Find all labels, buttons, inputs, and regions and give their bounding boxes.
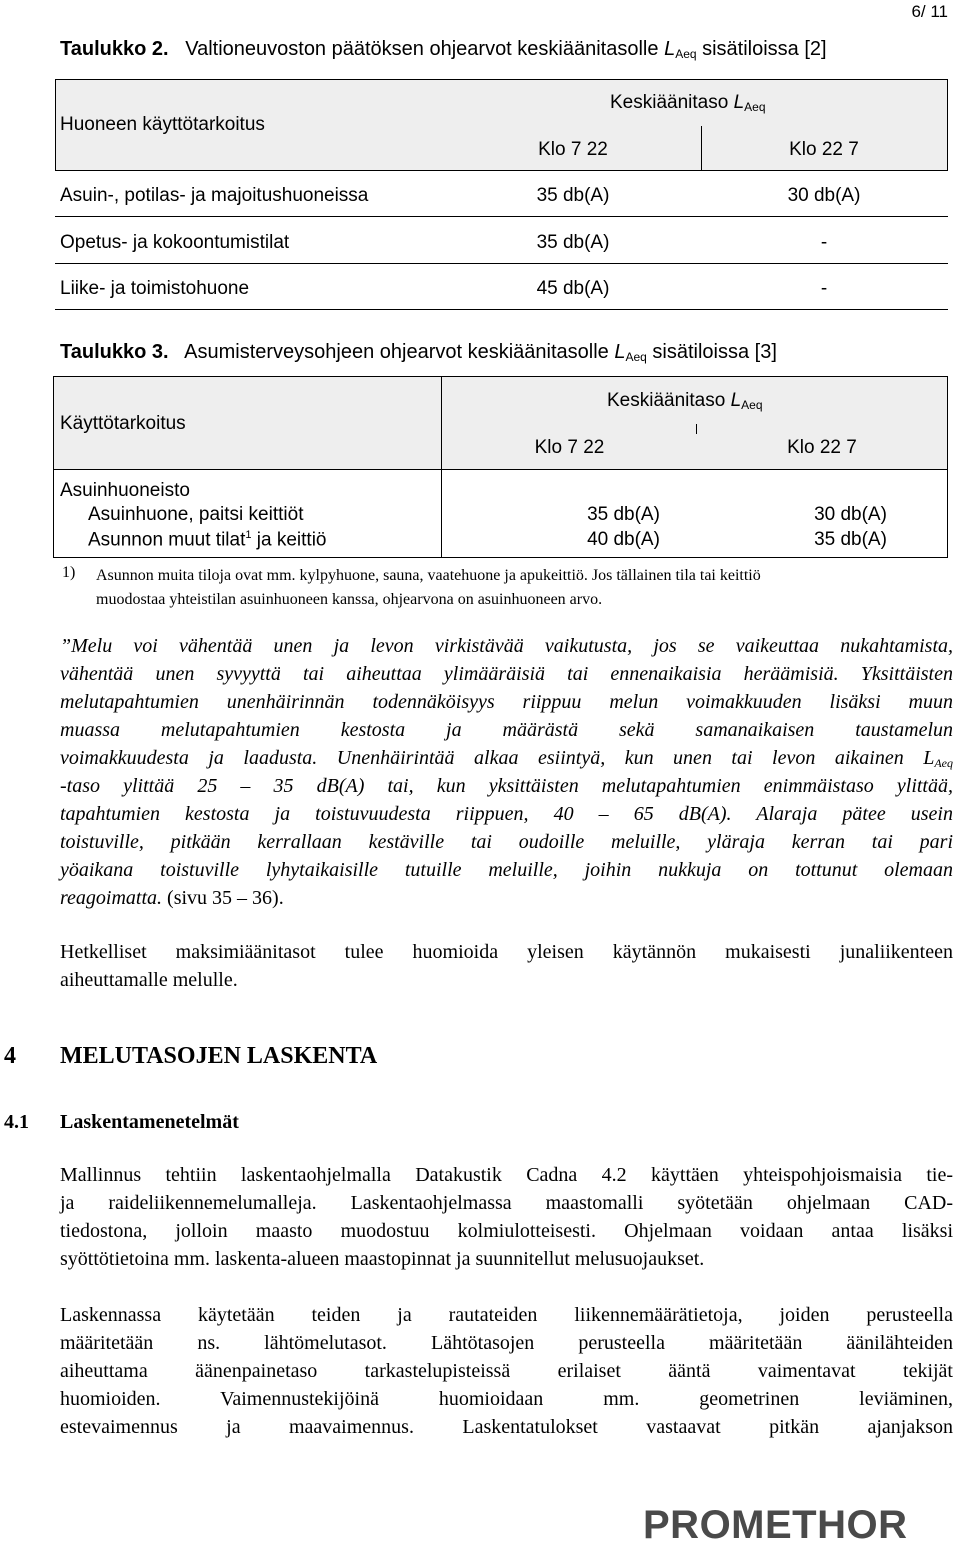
table3-row1-label: Asuinhuone, paitsi keittiöt bbox=[88, 504, 304, 525]
section41-title: Laskentamenetelmät bbox=[60, 1111, 239, 1133]
table3-caption-label: Taulukko 3. bbox=[60, 341, 169, 363]
quote-line: vähentää unen syvyyttä tai aiheuttaa ylimääräisiä tai ennenaikaisia heräämisiä. Yksittäisten bbox=[60, 663, 953, 685]
table3-subheader-day: Klo 7 22 bbox=[534, 437, 605, 458]
quote-symbol: L bbox=[923, 747, 935, 769]
table3 bbox=[53, 376, 948, 558]
paragraph-1 bbox=[60, 938, 953, 994]
quote-paragraph bbox=[60, 632, 953, 912]
quote-line-text: voimakkuudesta ja laadusta. Unenhäirintää alkaa esiintyä, kun unen tai levon aikainen bbox=[60, 747, 904, 769]
quote-line: melutapahtumien unenhäirinnän todennäköisyys riippuu melun voimakkuuden lisäksi muun bbox=[60, 691, 953, 713]
table3-footnote-marker: 1) bbox=[62, 564, 76, 581]
section41-number: 4.1 bbox=[4, 1111, 29, 1133]
table3-caption bbox=[60, 341, 777, 364]
table3-subheader-night: Klo 22 7 bbox=[787, 437, 857, 458]
quote-line bbox=[60, 884, 953, 912]
paragraph-line: Mallinnus tehtiin laskentaohjelmalla Datakustik Cadna 4.2 käyttäen yhteispohjoismaisia tie- bbox=[60, 1164, 953, 1186]
table2-row-divider bbox=[55, 309, 948, 310]
caption-symbol: L bbox=[664, 38, 676, 60]
logo-graphic bbox=[643, 1500, 955, 1544]
quote-line: ”Melu voi vähentää unen ja levon virkistävää vaikutusta, jos se vaikeuttaa nukahtamista, bbox=[60, 635, 953, 657]
table2-caption-tail: sisätiloissa [2] bbox=[702, 38, 827, 60]
paragraph-line: huomioiden. Vaimennustekijöinä huomioidaan mm. geometrinen leviäminen, bbox=[60, 1388, 953, 1410]
promethor-logo bbox=[643, 1500, 955, 1544]
table3-footnote bbox=[96, 564, 761, 612]
caption-symbol-sub: Aeq bbox=[625, 350, 647, 364]
table2-subheader-night: Klo 22 7 bbox=[789, 139, 859, 160]
group-header-text: Keskiäänitaso bbox=[607, 390, 726, 411]
paragraph-2 bbox=[60, 1161, 953, 1273]
quote-symbol-sub: Aeq bbox=[934, 756, 953, 770]
paragraph-line: aiheuttama äänenpainetaso tarkastelupisteissä erilaiset ääntä vaimentavat tekijät bbox=[60, 1360, 953, 1382]
table3-row1-day: 35 db(A) bbox=[587, 504, 660, 525]
table3-subheader-tick bbox=[696, 424, 697, 434]
table2-col1-header: Huoneen käyttötarkoitus bbox=[60, 114, 265, 135]
page-number: 6/ 11 bbox=[911, 2, 948, 21]
quote-line: muassa melutapahtumien kestosta ja määrästä sekä samanaikaisen taustamelun bbox=[60, 719, 953, 741]
table3-col1-header: Käyttötarkoitus bbox=[60, 413, 186, 434]
table2-subheader-day: Klo 7 22 bbox=[538, 139, 608, 160]
table3-row2-day: 40 db(A) bbox=[587, 529, 660, 550]
group-header-symbol: L bbox=[733, 92, 745, 113]
table2-caption-label: Taulukko 2. bbox=[60, 38, 169, 60]
group-header-text: Keskiäänitaso bbox=[610, 92, 729, 113]
paragraph-line: määritetään ns. lähtömelutasot. Lähtötasojen perusteella määritetään äänilähteiden bbox=[60, 1332, 953, 1354]
paragraph-line: tiedostona, jolloin maasto muodostuu kolmiulotteisesti. Ohjelmaan voidaan antaa lisäksi bbox=[60, 1220, 953, 1242]
paragraph-line: Hetkelliset maksimiäänitasot tulee huomioida yleisen käytännön mukaisesti junaliikenteen bbox=[60, 941, 953, 963]
quote-line: toistuville, pitkään kerrallaan kestäville tai oudoille meluille, yläraja kerran tai pari bbox=[60, 831, 953, 853]
footnote-line: Asunnon muita tiloja ovat mm. kylpyhuone, sauna, vaatehuone ja apukeittiö. Jos tällainen tila tai keittiö bbox=[96, 567, 761, 584]
paragraph-line: Laskennassa käytetään teiden ja rautateiden liikennemäärätietoja, joiden perusteella bbox=[60, 1304, 953, 1326]
table3-row2-label bbox=[88, 529, 326, 551]
table2-group-header bbox=[610, 92, 766, 114]
table2-row1-day: 35 db(A) bbox=[536, 185, 610, 206]
table2-row3-day: 45 db(A) bbox=[536, 278, 610, 299]
table2 bbox=[55, 79, 948, 310]
group-header-symbol: L bbox=[730, 390, 742, 411]
table2-row1-label: Asuin-, potilas- ja majoitushuoneissa bbox=[60, 185, 369, 206]
paragraph-line: ja raideliikennemelumalleja. Laskentaohjelmassa maastomalli syötetään ohjelmaan CAD- bbox=[60, 1192, 953, 1214]
table3-group-label: Asuinhuoneisto bbox=[60, 480, 190, 501]
group-header-sub: Aeq bbox=[744, 100, 766, 114]
paragraph-3 bbox=[60, 1301, 953, 1441]
table3-row2-night: 35 db(A) bbox=[814, 529, 887, 550]
footnote-line: muodostaa yhteistilan asuinhuoneen kanssa, ohjearvona on asuinhuoneen arvo. bbox=[96, 591, 603, 608]
table3-caption-text: Asumisterveysohjeen ohjearvot keskiäänitasolle bbox=[184, 341, 609, 363]
group-header-sub: Aeq bbox=[741, 398, 763, 412]
quote-line: -taso ylittää 25 – 35 dB(A) tai, kun yksittäisten melutapahtumien enimmäistaso ylittää, bbox=[60, 775, 953, 797]
footnote-ref: 1 bbox=[245, 529, 252, 541]
table2-row2-label: Opetus- ja kokoontumistilat bbox=[60, 232, 290, 253]
table2-row2-day: 35 db(A) bbox=[536, 232, 610, 253]
table2-row3-label: Liike- ja toimistohuone bbox=[60, 278, 250, 299]
row2-label-tail: ja keittiö bbox=[256, 529, 327, 551]
paragraph-line: estevaimennus ja maavaimennus. Laskentatulokset vastaavat pitkän ajanjakson bbox=[60, 1416, 953, 1438]
table3-row1-night: 30 db(A) bbox=[814, 504, 887, 525]
table3-group-header bbox=[607, 390, 763, 412]
table2-caption bbox=[60, 38, 827, 61]
svg-text:PROMETHOR: PROMETHOR bbox=[643, 1503, 908, 1544]
table2-row3-night: - bbox=[820, 278, 828, 299]
paragraph-line: syöttötietoina mm. laskenta-alueen maastopinnat ja suunnitellut melusuojaukset. bbox=[60, 1248, 705, 1270]
caption-symbol-sub: Aeq bbox=[675, 47, 697, 61]
paragraph-line: aiheuttamalle melulle. bbox=[60, 969, 238, 991]
table2-row1-night: 30 db(A) bbox=[787, 185, 861, 206]
table2-row-divider bbox=[55, 263, 948, 264]
section4-number: 4 bbox=[4, 1043, 16, 1069]
quote-line: tapahtumien kestosta ja toistuvuudesta riippuen, 40 – 65 dB(A). Alaraja pätee usein bbox=[60, 803, 953, 825]
quote-citation: (sivu 35 – 36). bbox=[167, 887, 284, 909]
quote-line-text: reagoimatta. bbox=[60, 887, 163, 909]
table2-row2-night: - bbox=[820, 232, 828, 253]
section4-title: MELUTASOJEN LASKENTA bbox=[60, 1043, 378, 1069]
quote-line: yöaikana toistuville lyhytaikaisille tutuille meluille, joihin nukkuja on tottunut olemaan bbox=[60, 859, 953, 881]
caption-symbol: L bbox=[614, 341, 626, 363]
table2-caption-text: Valtioneuvoston päätöksen ohjearvot keskiäänitasolle bbox=[185, 38, 659, 60]
quote-line bbox=[60, 744, 953, 772]
table3-caption-tail: sisätiloissa [3] bbox=[652, 341, 777, 363]
table2-row-divider bbox=[55, 216, 948, 217]
row2-label-text: Asunnon muut tilat bbox=[88, 529, 246, 551]
